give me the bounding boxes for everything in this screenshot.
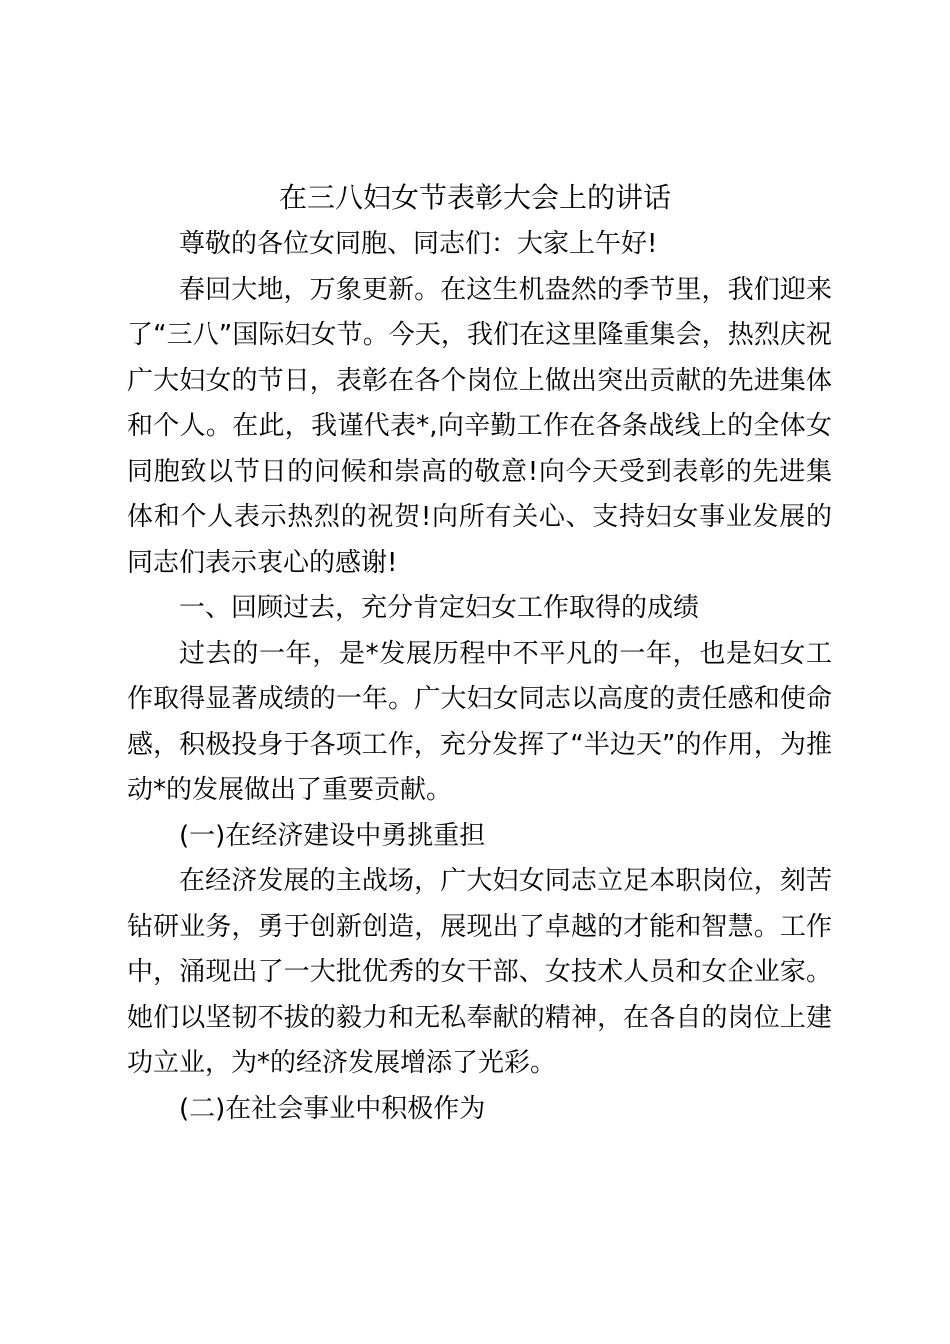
subsection-heading-1: (一)在经济建设中勇挑重担 xyxy=(179,820,486,851)
review-paragraph: 过去的一年，是*发展历程中不平凡的一年，也是妇女工作取得显著成绩的一年。广大妇女同志以高度的责任感和使命感，积极投身于各项工作，充分发挥了“半边天”的作用，为推动*的发展做出了重要贡献。 xyxy=(127,638,832,805)
subsection-heading-2: (二)在社会事业中积极作为 xyxy=(179,1093,486,1124)
document-body xyxy=(127,222,832,1132)
economy-paragraph: 在经济发展的主战场，广大妇女同志立足本职岗位，刻苦钻研业务，勇于创新创造，展现出了卓越的才能和智慧。工作中，涌现出了一大批优秀的女干部、女技术人员和女企业家。她们以坚韧不拔的毅力和无私奉献的精神，在各自的岗位上建功立业，为*的经济发展增添了光彩。 xyxy=(127,866,832,1078)
salutation-paragraph: 尊敬的各位女同胞、同志们：大家上午好! xyxy=(179,229,658,259)
opening-paragraph: 春回大地，万象更新。在这生机盎然的季节里，我们迎来了“三八”国际妇女节。今天，我们在这里隆重集会，热烈庆祝广大妇女的节日，表彰在各个岗位上做出突出贡献的先进集体和个人。在此，我谨代表*,向辛勤工作在各条战线上的全体女同胞致以节日的问候和崇高的敬意!向今天受到表彰的先进集体和个人表示热烈的祝贺!向所有关心、支持妇女事业发展的同志们表示衷心的感谢! xyxy=(127,274,832,578)
document-title: 在三八妇女节表彰大会上的讲话 xyxy=(278,181,671,214)
section-heading-1: 一、回顾过去，充分肯定妇女工作取得的成绩 xyxy=(179,593,700,623)
